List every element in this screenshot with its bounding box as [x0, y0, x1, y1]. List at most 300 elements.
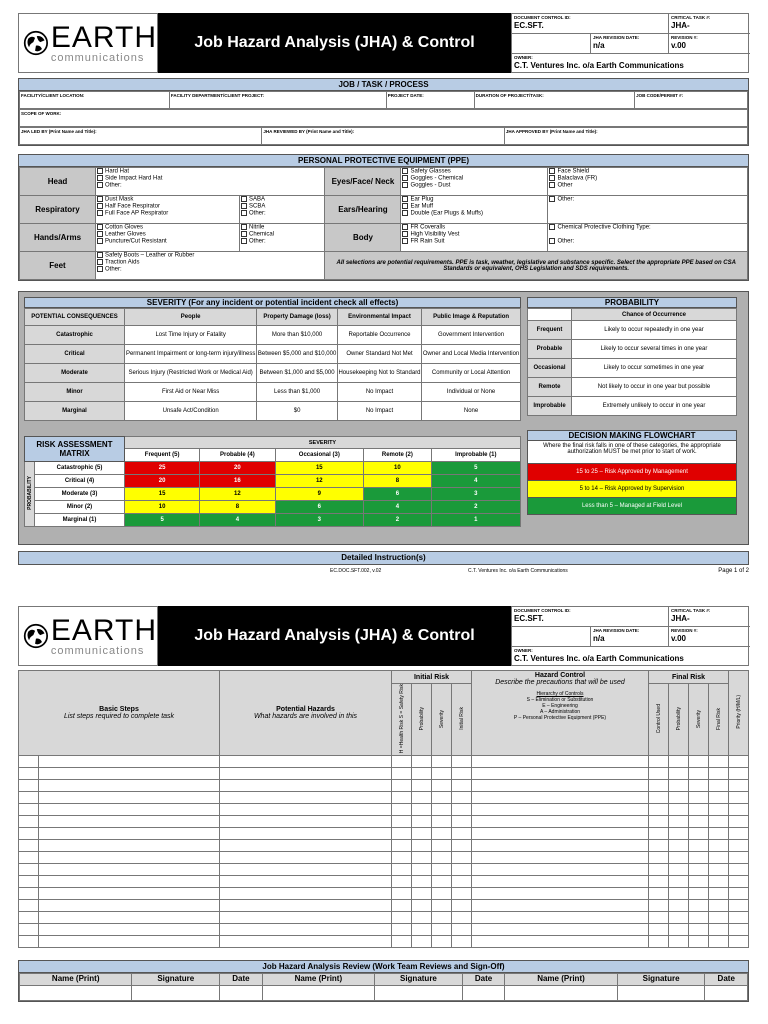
step-cell[interactable] [649, 804, 669, 816]
ppe-option[interactable]: Dust Mask [97, 196, 238, 203]
step-cell[interactable] [19, 840, 39, 852]
jha-reviewed-by-field[interactable]: JHA REVIEWED BY (Print Name and Title): [262, 128, 504, 145]
step-cell[interactable] [432, 816, 452, 828]
step-cell[interactable] [220, 924, 392, 936]
step-cell[interactable] [689, 780, 709, 792]
facility-location-field[interactable]: FACILITY/CLIENT LOCATION: [20, 92, 170, 109]
step-cell[interactable] [220, 828, 392, 840]
step-cell[interactable] [392, 900, 412, 912]
step-cell[interactable] [689, 912, 709, 924]
step-cell[interactable] [729, 840, 749, 852]
ppe-option[interactable]: Leather Gloves [97, 231, 238, 238]
step-cell[interactable] [432, 768, 452, 780]
step-cell[interactable] [220, 780, 392, 792]
step-cell[interactable] [392, 888, 412, 900]
step-cell[interactable] [729, 780, 749, 792]
ppe-head-label: Head [20, 168, 96, 196]
step-cell[interactable] [392, 852, 412, 864]
step-cell[interactable] [412, 768, 432, 780]
ppe-option[interactable]: Goggles - Chemical [402, 175, 546, 182]
step-cell[interactable] [19, 804, 39, 816]
step-cell[interactable] [392, 768, 412, 780]
step-cell[interactable] [709, 756, 729, 768]
ppe-body-label: Body [325, 224, 401, 252]
step-cell[interactable] [729, 924, 749, 936]
step-cell[interactable] [412, 804, 432, 816]
step-cell[interactable] [220, 900, 392, 912]
step-cell[interactable] [220, 888, 392, 900]
ppe-option[interactable]: FR Coveralls [402, 224, 546, 231]
ppe-option[interactable]: Safety Glasses [402, 168, 546, 175]
step-cell[interactable] [452, 780, 472, 792]
step-cell[interactable] [472, 912, 649, 924]
step-cell[interactable] [19, 900, 39, 912]
hierarchy-item: A – Administration [539, 709, 581, 715]
step-cell[interactable] [649, 756, 669, 768]
step-cell[interactable] [669, 900, 689, 912]
step-cell[interactable] [669, 768, 689, 780]
step-cell[interactable] [729, 936, 749, 948]
step-cell[interactable] [39, 936, 220, 948]
critical-task-value[interactable]: JHA- [671, 614, 690, 623]
step-cell[interactable] [432, 864, 452, 876]
step-cell[interactable] [649, 876, 669, 888]
step-cell[interactable] [649, 888, 669, 900]
jha-led-by-field[interactable]: JHA LED BY (Print Name and Title): [20, 128, 262, 145]
step-cell[interactable] [649, 840, 669, 852]
step-cell[interactable] [452, 876, 472, 888]
step-cell[interactable] [472, 936, 649, 948]
duration-field[interactable]: DURATION OF PROJECT/TASK: [474, 92, 634, 109]
probability-header: PROBABILITY [527, 297, 737, 308]
step-cell[interactable] [19, 876, 39, 888]
ppe-option[interactable]: FR Rain Suit [402, 238, 546, 245]
step-cell[interactable] [729, 876, 749, 888]
signoff-cell[interactable] [20, 986, 132, 1001]
step-cell[interactable] [452, 816, 472, 828]
step-cell[interactable] [452, 888, 472, 900]
step-cell[interactable] [39, 780, 220, 792]
step-cell[interactable] [669, 864, 689, 876]
step-cell[interactable] [432, 792, 452, 804]
step-cell[interactable] [472, 840, 649, 852]
step-cell[interactable] [432, 912, 452, 924]
logo-sub: communications [50, 644, 145, 657]
step-cell[interactable] [19, 780, 39, 792]
step-cell[interactable] [729, 864, 749, 876]
revision-value[interactable]: v.00 [671, 634, 686, 643]
step-cell[interactable] [649, 828, 669, 840]
step-cell[interactable] [452, 768, 472, 780]
step-cell[interactable] [220, 804, 392, 816]
step-cell[interactable] [669, 888, 689, 900]
step-cell[interactable] [220, 852, 392, 864]
matrix-cell: 6 [275, 501, 364, 514]
step-cell[interactable] [669, 816, 689, 828]
ppe-option[interactable]: Other [549, 182, 746, 189]
step-cell[interactable] [220, 840, 392, 852]
step-cell[interactable] [412, 876, 432, 888]
step-cell[interactable] [220, 756, 392, 768]
step-cell[interactable] [452, 936, 472, 948]
step-cell[interactable] [452, 792, 472, 804]
step-cell[interactable] [669, 936, 689, 948]
step-cell[interactable] [412, 816, 432, 828]
step-cell[interactable] [669, 780, 689, 792]
hierarchy-title: Hierarchy of Controls [536, 691, 584, 697]
step-cell[interactable] [432, 756, 452, 768]
owner-value[interactable]: C.T. Ventures Inc. o/a Earth Communications [514, 61, 684, 70]
step-cell[interactable] [649, 864, 669, 876]
step-cell[interactable] [392, 756, 412, 768]
step-cell[interactable] [689, 768, 709, 780]
jha-approved-by-field[interactable]: JHA APPROVED BY (Print Name and Title): [504, 128, 747, 145]
ppe-option[interactable]: Goggles - Dust [402, 182, 546, 189]
step-cell[interactable] [689, 792, 709, 804]
facility-department-field[interactable]: FACILITY DEPARTMENT/CLIENT PROJECT: [169, 92, 386, 109]
step-cell[interactable] [709, 912, 729, 924]
step-cell[interactable] [472, 888, 649, 900]
ppe-option[interactable]: High Visibility Vest [402, 231, 546, 238]
step-cell[interactable] [19, 924, 39, 936]
step-cell[interactable] [220, 876, 392, 888]
ppe-option[interactable]: Traction Aids [97, 259, 323, 266]
ppe-option[interactable]: Other: [241, 238, 323, 245]
ppe-option[interactable]: Chemical Protective Clothing Type: [549, 224, 746, 231]
step-cell[interactable] [432, 780, 452, 792]
step-cell[interactable] [19, 756, 39, 768]
step-cell[interactable] [19, 816, 39, 828]
step-cell[interactable] [729, 828, 749, 840]
step-cell[interactable] [39, 840, 220, 852]
ppe-option[interactable]: Nitrile [241, 224, 323, 231]
step-cell[interactable] [472, 804, 649, 816]
step-cell[interactable] [452, 840, 472, 852]
ppe-option[interactable]: Balaclava (FR) [549, 175, 746, 182]
step-cell[interactable] [729, 888, 749, 900]
scope-of-work-field[interactable]: SCOPE OF WORK: [20, 110, 748, 127]
step-cell[interactable] [689, 900, 709, 912]
step-cell[interactable] [649, 780, 669, 792]
step-cell[interactable] [39, 792, 220, 804]
step-cell[interactable] [669, 876, 689, 888]
step-cell[interactable] [412, 924, 432, 936]
step-cell[interactable] [472, 924, 649, 936]
step-cell[interactable] [709, 876, 729, 888]
step-cell[interactable] [649, 924, 669, 936]
step-cell[interactable] [669, 792, 689, 804]
step-cell[interactable] [729, 768, 749, 780]
step-cell[interactable] [689, 840, 709, 852]
ppe-option[interactable]: Cotton Gloves [97, 224, 238, 231]
globe-icon [23, 621, 49, 651]
project-date-field[interactable]: PROJECT DATE: [386, 92, 474, 109]
step-cell[interactable] [649, 936, 669, 948]
doc-ctrl-value[interactable]: EC.SFT. [514, 21, 544, 30]
ppe-option[interactable]: Ear Muff [402, 203, 546, 210]
step-cell[interactable] [412, 852, 432, 864]
detailed-instructions [18, 551, 749, 565]
step-cell[interactable] [709, 936, 729, 948]
header [18, 13, 749, 73]
hazard-control-header: Hazard Control [534, 672, 586, 679]
signoff-cell[interactable] [505, 986, 617, 1001]
table-row: Remote Not likely to occur in one year but possible [528, 378, 737, 397]
step-cell[interactable] [709, 816, 729, 828]
step-cell[interactable] [432, 888, 452, 900]
step-cell[interactable] [472, 852, 649, 864]
step-cell[interactable] [392, 864, 412, 876]
step-cell[interactable] [729, 792, 749, 804]
matrix-cell: 10 [125, 501, 200, 514]
ppe-option[interactable]: Face Shield [549, 168, 746, 175]
step-cell[interactable] [452, 756, 472, 768]
page-1 [18, 13, 749, 577]
step-cell[interactable] [452, 804, 472, 816]
step-cell[interactable] [709, 792, 729, 804]
step-cell[interactable] [220, 864, 392, 876]
step-cell[interactable] [39, 888, 220, 900]
ppe-option[interactable]: Half Face Respirator [97, 203, 238, 210]
signoff-cell[interactable] [132, 986, 220, 1001]
ppe-option[interactable]: Hard Hat [97, 168, 323, 175]
step-cell[interactable] [689, 924, 709, 936]
step-cell[interactable] [39, 876, 220, 888]
ppe-option[interactable]: Double (Ear Plugs & Muffs) [402, 210, 546, 217]
step-cell[interactable] [472, 864, 649, 876]
table-row: Catastrophic Lost Time Injury or Fatality More than $10,000 Reportable Occurrence Government Intervention [25, 326, 521, 345]
step-cell[interactable] [19, 864, 39, 876]
ppe-option[interactable]: Other: [241, 210, 323, 217]
step-cell[interactable] [452, 852, 472, 864]
step-cell[interactable] [19, 852, 39, 864]
step-cell[interactable] [709, 768, 729, 780]
matrix-cell: 16 [200, 475, 275, 488]
step-cell[interactable] [709, 864, 729, 876]
step-cell[interactable] [472, 756, 649, 768]
owner-value[interactable]: C.T. Ventures Inc. o/a Earth Communications [514, 654, 684, 663]
step-cell[interactable] [689, 828, 709, 840]
step-row [19, 804, 749, 816]
flow-level-management: 15 to 25 – Risk Approved by Management [528, 463, 736, 480]
step-cell[interactable] [412, 792, 432, 804]
step-cell[interactable] [39, 924, 220, 936]
step-cell[interactable] [220, 936, 392, 948]
step-cell[interactable] [412, 780, 432, 792]
step-cell[interactable] [472, 816, 649, 828]
signoff-cell[interactable] [705, 986, 748, 1001]
job-code-field[interactable]: JOB CODE/PERMIT #: [635, 92, 748, 109]
ppe-option[interactable]: Full Face AP Respirator [97, 210, 238, 217]
step-cell[interactable] [19, 792, 39, 804]
step-cell[interactable] [412, 936, 432, 948]
step-cell[interactable] [709, 828, 729, 840]
critical-task-value[interactable]: JHA- [671, 21, 690, 30]
rev-date-label: JHA REVISION DATE: [593, 35, 640, 40]
step-cell[interactable] [220, 768, 392, 780]
rev-date-value[interactable]: n/a [593, 41, 605, 50]
signoff-cell[interactable] [462, 986, 504, 1001]
step-cell[interactable] [452, 900, 472, 912]
step-cell[interactable] [412, 912, 432, 924]
signoff-cell[interactable] [617, 986, 705, 1001]
step-cell[interactable] [472, 768, 649, 780]
step-cell[interactable] [729, 900, 749, 912]
step-cell[interactable] [19, 768, 39, 780]
step-cell[interactable] [649, 852, 669, 864]
step-cell[interactable] [669, 828, 689, 840]
step-cell[interactable] [392, 816, 412, 828]
step-cell[interactable] [39, 864, 220, 876]
step-cell[interactable] [689, 864, 709, 876]
step-cell[interactable] [729, 816, 749, 828]
step-cell[interactable] [392, 912, 412, 924]
ppe-option[interactable]: SABA [241, 196, 323, 203]
step-cell[interactable] [452, 828, 472, 840]
step-cell[interactable] [19, 828, 39, 840]
step-cell[interactable] [412, 900, 432, 912]
matrix-cell: 12 [200, 488, 275, 501]
step-row [19, 840, 749, 852]
step-cell[interactable] [669, 924, 689, 936]
step-cell[interactable] [19, 936, 39, 948]
step-cell[interactable] [709, 924, 729, 936]
step-cell[interactable] [709, 804, 729, 816]
ppe-option[interactable]: Other: [549, 196, 746, 203]
step-cell[interactable] [689, 756, 709, 768]
step-cell[interactable] [649, 768, 669, 780]
step-cell[interactable] [392, 804, 412, 816]
ppe-option[interactable]: Puncture/Cut Resistant [97, 238, 238, 245]
step-cell[interactable] [689, 804, 709, 816]
ppe-option[interactable]: Ear Plug [402, 196, 546, 203]
step-cell[interactable] [39, 900, 220, 912]
ppe-option[interactable]: Side Impact Hard Hat [97, 175, 323, 182]
step-cell[interactable] [709, 852, 729, 864]
step-cell[interactable] [412, 756, 432, 768]
step-cell[interactable] [412, 888, 432, 900]
rev-date-value[interactable]: n/a [593, 634, 605, 643]
signoff-cell[interactable] [375, 986, 463, 1001]
signoff-cell[interactable] [262, 986, 374, 1001]
step-cell[interactable] [729, 852, 749, 864]
step-cell[interactable] [220, 792, 392, 804]
step-cell[interactable] [412, 864, 432, 876]
step-cell[interactable] [452, 912, 472, 924]
step-cell[interactable] [412, 840, 432, 852]
step-cell[interactable] [689, 936, 709, 948]
step-cell[interactable] [709, 888, 729, 900]
logo-word: EARTH [50, 613, 157, 647]
step-cell[interactable] [39, 912, 220, 924]
step-cell[interactable] [19, 912, 39, 924]
step-cell[interactable] [729, 912, 749, 924]
ppe-option[interactable]: Other: [97, 182, 323, 189]
step-row [19, 864, 749, 876]
step-cell[interactable] [669, 840, 689, 852]
ppe-option[interactable]: Chemical [241, 231, 323, 238]
step-cell[interactable] [709, 780, 729, 792]
step-cell[interactable] [472, 876, 649, 888]
step-cell[interactable] [709, 840, 729, 852]
risk-matrix: RISK ASSESSMENT MATRIX SEVERITY Frequent (5) Probable (4) Occasional (3) Remote (2) Improbable (1) PROBABILITY Catastrophic (5) 25 20 15 10 5 Critical (4) 20 16 12 8 4 Moderate (3) 15 12 9 6 3 Minor (2) 10 8 6 4 2 Marginal (1) 5 4 3 2 1 [24, 436, 521, 527]
step-cell[interactable] [432, 900, 452, 912]
matrix-cell: 9 [275, 488, 364, 501]
step-cell[interactable] [39, 804, 220, 816]
step-cell[interactable] [729, 804, 749, 816]
step-cell[interactable] [472, 900, 649, 912]
initial-risk-header: Initial Risk [392, 671, 472, 684]
step-cell[interactable] [689, 816, 709, 828]
step-cell[interactable] [392, 840, 412, 852]
step-cell[interactable] [689, 888, 709, 900]
step-cell[interactable] [412, 828, 432, 840]
step-cell[interactable] [709, 900, 729, 912]
step-cell[interactable] [649, 792, 669, 804]
step-cell[interactable] [432, 840, 452, 852]
step-cell[interactable] [649, 816, 669, 828]
step-row [19, 768, 749, 780]
step-cell[interactable] [452, 864, 472, 876]
step-cell[interactable] [392, 924, 412, 936]
step-cell[interactable] [689, 852, 709, 864]
final-risk-header: Final Risk [649, 671, 729, 684]
step-cell[interactable] [472, 780, 649, 792]
ppe-option[interactable]: Safety Boots – Leather or Rubber [97, 252, 323, 259]
step-cell[interactable] [220, 816, 392, 828]
step-cell[interactable] [39, 816, 220, 828]
ppe-option[interactable]: SCBA [241, 203, 323, 210]
step-cell[interactable] [432, 828, 452, 840]
step-cell[interactable] [472, 828, 649, 840]
step-cell[interactable] [432, 804, 452, 816]
step-cell[interactable] [39, 828, 220, 840]
step-cell[interactable] [669, 912, 689, 924]
severity-header: SEVERITY (For any incident or potential incident check all effects) [24, 297, 521, 308]
step-cell[interactable] [452, 924, 472, 936]
doc-ctrl-value[interactable]: EC.SFT. [514, 614, 544, 623]
step-cell[interactable] [392, 936, 412, 948]
flowchart-header: DECISION MAKING FLOWCHART [528, 431, 736, 441]
step-cell[interactable] [432, 936, 452, 948]
revision-value[interactable]: v.00 [671, 41, 686, 50]
step-cell[interactable] [669, 756, 689, 768]
step-cell[interactable] [19, 888, 39, 900]
step-cell[interactable] [392, 828, 412, 840]
step-cell[interactable] [689, 876, 709, 888]
step-cell[interactable] [432, 852, 452, 864]
step-cell[interactable] [472, 792, 649, 804]
step-cell[interactable] [432, 924, 452, 936]
ppe-option[interactable]: Other: [97, 266, 323, 273]
step-cell[interactable] [39, 756, 220, 768]
signoff-cell[interactable] [220, 986, 262, 1001]
step-cell[interactable] [39, 852, 220, 864]
step-cell[interactable] [39, 768, 220, 780]
step-cell[interactable] [220, 912, 392, 924]
step-cell[interactable] [392, 876, 412, 888]
step-cell[interactable] [669, 852, 689, 864]
step-cell[interactable] [729, 756, 749, 768]
ppe-ears-label: Ears/Hearing [325, 196, 401, 224]
step-cell[interactable] [432, 876, 452, 888]
step-cell[interactable] [649, 912, 669, 924]
ppe-option[interactable]: Other: [549, 238, 746, 245]
step-cell[interactable] [669, 804, 689, 816]
step-cell[interactable] [392, 780, 412, 792]
step-cell[interactable] [392, 792, 412, 804]
step-cell[interactable] [649, 900, 669, 912]
